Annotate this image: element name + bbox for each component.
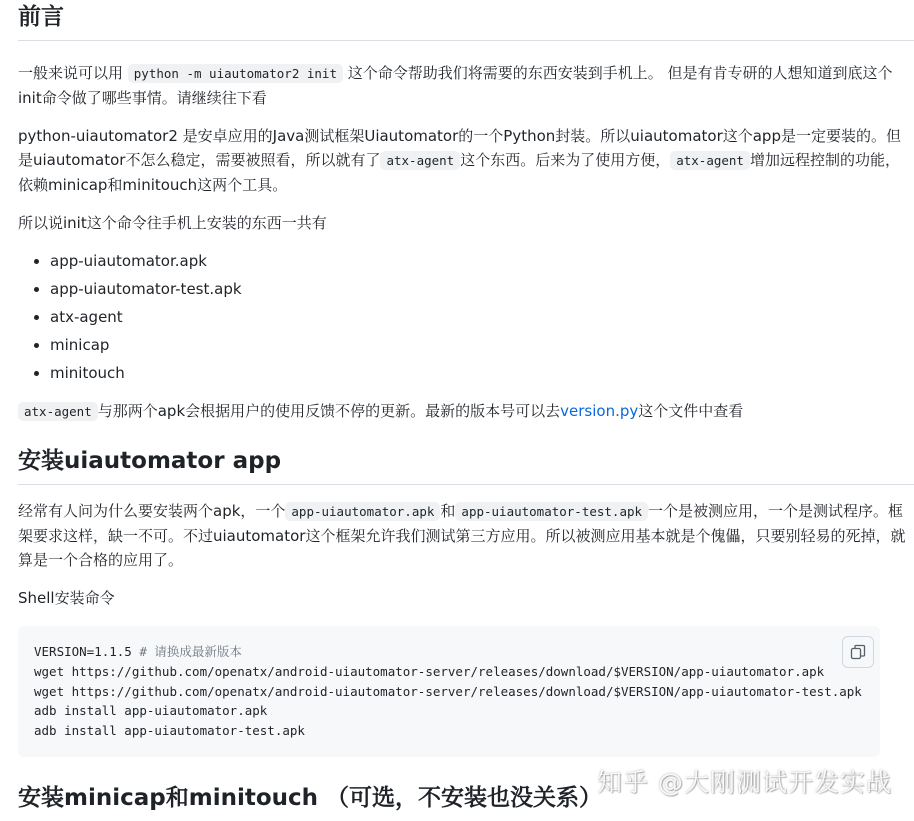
article [18,0,914,821]
heading-install-minicap: 安装minicap和minitouch （可选，不安装也没关系） [18,784,603,811]
watermark: 知乎 @大刚测试开发实战 [597,768,892,797]
text: 这个命令帮助我们将需要的东西安装到手机上。 但是有肯专研的人想知道到底这个init命令做了哪些事情。请继续往下看 [18,64,893,107]
code-line: wget https://github.com/openatx/android-uiautomator-server/releases/download/$VERSION/app-uiautomator-test.apk [34,683,862,699]
inline-code-atx-agent: atx-agent [670,151,750,170]
code-text: VERSION=1.1.5 [34,644,140,659]
heading-preface: 前言 [18,2,914,41]
code-line [34,642,864,662]
paragraph-init-intro [18,61,914,110]
copy-button[interactable] [842,636,874,668]
inline-code-init: python -m uiautomator2 init [128,64,343,83]
inline-code-apk: app-uiautomator.apk [285,502,440,521]
code-line: adb install app-uiautomator.apk [34,703,268,719]
list-item: • app-uiautomator-test.apk [50,275,914,303]
paragraph-two-apks [18,499,914,572]
install-list [18,247,914,387]
copy-icon [850,644,866,660]
inline-code-test-apk: app-uiautomator-test.apk [455,502,648,521]
shell-code-block [18,626,880,757]
text: 这个文件中查看 [638,402,744,420]
list-item: • atx-agent [50,303,914,331]
text: 一个是被测应用，一个是测试程序。框架要求这样，缺一不可。不过uiautomator这个框架允许我们测试第三方应用。所以被测应用基本就是个傀儡，只要别轻易的死掉，就算是一个合格的应用了。 [18,502,906,569]
paragraph-install-list-intro: 所以说init这个命令往手机上安装的东西一共有 [18,214,327,232]
text: 增加远程控制的功能，依赖minicap和minitouch这两个工具。 [18,151,900,194]
version-py-link[interactable]: version.py [560,402,639,420]
text: 一般来说可以用 [18,64,128,82]
text: 这个东西。后来为了使用方便， [460,151,671,169]
text: 和 [440,502,456,520]
paragraph-shell-command: Shell安装命令 [18,589,115,607]
list-item: • minitouch [50,359,914,387]
list-item: • minicap [50,331,914,359]
code-line: wget https://github.com/openatx/android-uiautomator-server/releases/download/$VERSION/app-uiautomator.apk [34,663,825,679]
paragraph-uiautomator-intro [18,124,914,197]
code-comment: # 请换成最新版本 [139,644,242,659]
text: 与那两个apk会根据用户的使用反馈不停的更新。最新的版本号可以去 [97,402,561,420]
heading-install-uiautomator: 安装uiautomator app [18,446,914,485]
text: 经常有人问为什么要安装两个apk，一个 [18,502,286,520]
inline-code-atx-agent: atx-agent [380,151,460,170]
code-line: adb install app-uiautomator-test.apk [34,723,305,739]
paragraph-version-info [18,399,914,424]
text: python-uiautomator2 是安卓应用的Java测试框架Uiautomator的一个Python封装。所以uiautomator这个app是一定要装的。但是uiautomator不怎么稳定，需要被照看，所以就有了 [18,127,901,169]
inline-code-atx-agent: atx-agent [18,402,98,421]
list-item: • app-uiautomator.apk [50,247,914,275]
